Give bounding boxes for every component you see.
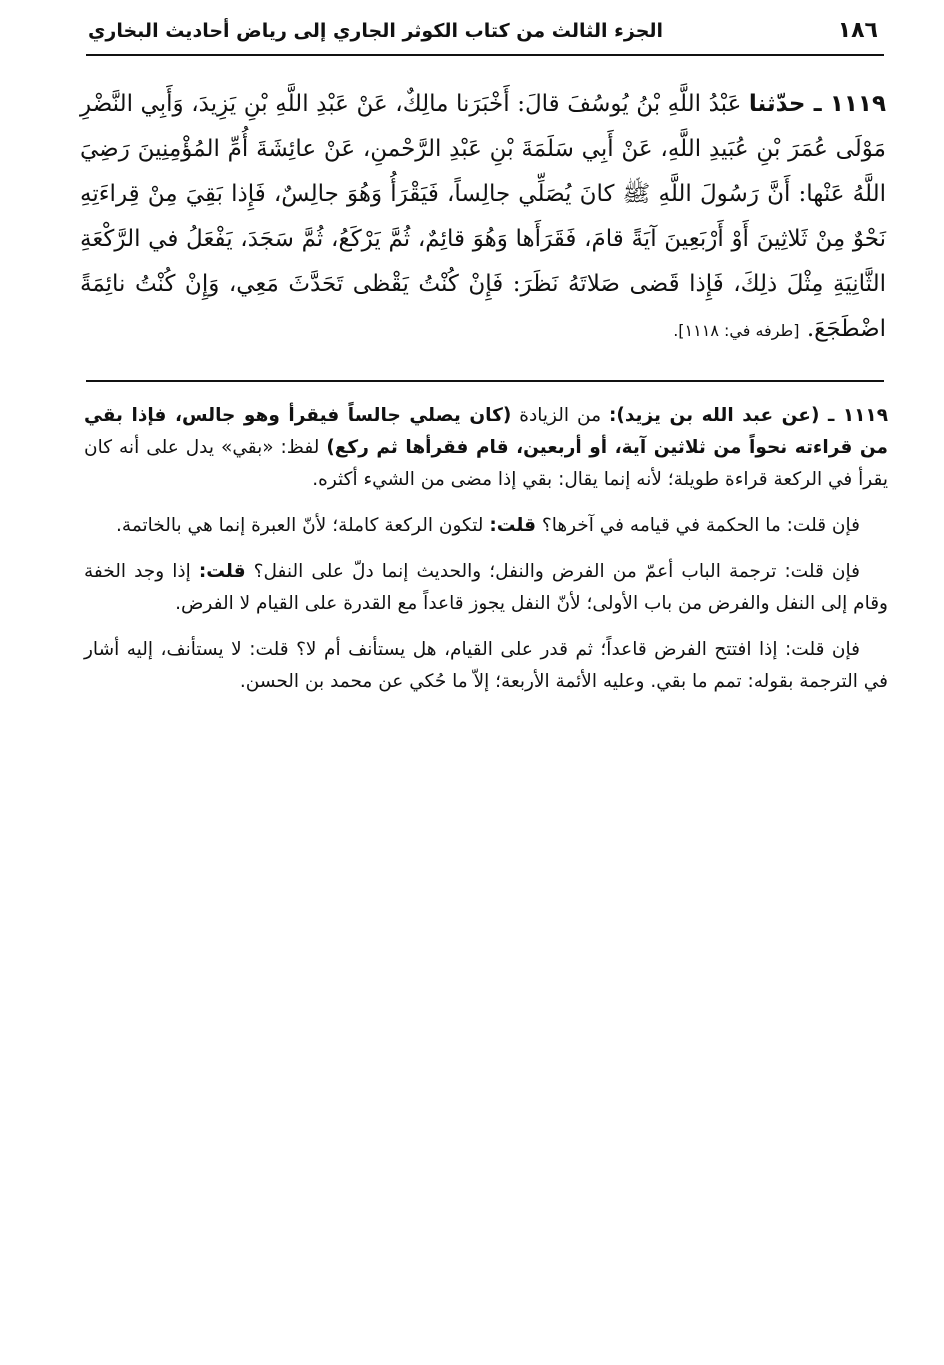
commentary-paragraph-3 (84, 556, 888, 620)
commentary-answer-label: قلت: (198, 561, 246, 582)
commentary-quote: (كان يصلي جالساً فيقرأ وهو جالس، فإذا بقي من قراءته نحواً من ثلاثين آية، أو أربعين، قام فقرأها ثم ركع) (84, 405, 888, 458)
page-number: ١٨٦ (837, 18, 878, 43)
commentary-paragraph-4 (84, 634, 888, 698)
commentary-text: فإن قلت: إذا افتتح الفرض قاعداً؛ ثم قدر على القيام، هل يستأنف أم لا؟ قلت: لا يستأنف، إليه أشار في الترجمة بقوله: تمم ما بقي. وعليه الأئمة الأربعة؛ إلاّ ما حُكي عن محمد بن الحسن. (84, 639, 888, 692)
commentary-text: لفظ: «بقي» يدل على أنه كان يقرأ في الركعة قراءة طويلة؛ لأنه إنما يقال: بقي إذا مضى من الشيء أكثره. (84, 437, 888, 490)
commentary-question: فإن قلت: ترجمة الباب أعمّ من الفرض والنفل؛ والحديث إنما دلّ على النفل؟ (253, 561, 860, 582)
hadith-cross-reference: [طرفه في: ١١١٨]. (673, 321, 800, 340)
hadith-number: ١١١٩ ـ حدّثنا (748, 91, 887, 117)
commentary-lead: ١١١٩ ـ (عن عبد الله بن يزيد): (608, 405, 888, 426)
commentary-answer-label: قلت: (489, 515, 536, 536)
commentary-answer: إذا وجد الخفة وقام إلى النفل والفرض من باب الأولى؛ لأنّ النفل يجوز قاعداً مع القدرة على القيام لا الفرض. (84, 561, 888, 614)
commentary-text: من الزيادة (519, 405, 601, 426)
commentary-answer: لتكون الركعة كاملة؛ لأنّ العبرة إنما هي بالخاتمة. (116, 515, 484, 536)
footnote-divider (86, 380, 884, 382)
running-title: الجزء الثالث من كتاب الكوثر الجاري إلى رياض أحاديث البخاري (88, 20, 664, 42)
page-header (86, 14, 884, 56)
commentary-paragraph-2 (84, 510, 888, 542)
commentary-paragraph-1 (84, 400, 888, 496)
commentary-block (84, 400, 888, 712)
hadith-body: عَبْدُ اللَّهِ بْنُ يُوسُفَ قالَ: أَخْبَرَنا مالِكٌ، عَنْ عَبْدِ اللَّهِ بْنِ يَزِيدَ، وَأَبِي النَّضْرِ مَوْلَى عُمَرَ بْنِ عُبَيدِ اللَّهِ، عَنْ أَبِي سَلَمَةَ بْنِ عَبْدِ الرَّحْمنِ، عَنْ عائِشَةَ أُمِّ المُؤْمِنِينَ رَضِيَ اللَّهُ عَنْها: أَنَّ رَسُولَ اللَّهِ ﷺ كانَ يُصَلِّي جالِساً، فَيَقْرَأُ وَهُوَ جالِسٌ، فَإِذا بَقِيَ مِنْ قِراءَتِهِ نَحْوٌ مِنْ ثَلاثِينَ أَوْ أَرْبَعِينَ آيَةً قامَ، فَقَرَأَها وَهُوَ قائِمٌ، ثُمَّ يَرْكَعُ، ثُمَّ سَجَدَ، يَفْعَلُ في الرَّكْعَةِ الثَّانِيَةِ مِثْلَ ذلِكَ، فَإِذا قَضى صَلاتَهُ نَظَرَ: فَإِنْ كُنْتُ يَقْظى تَحَدَّثَ مَعِي، وَإِنْ كُنْتُ نائِمَةً اضْطَجَعَ. (80, 91, 886, 342)
hadith-text-block (80, 82, 886, 353)
commentary-question: فإن قلت: ما الحكمة في قيامه في آخرها؟ (541, 515, 860, 536)
